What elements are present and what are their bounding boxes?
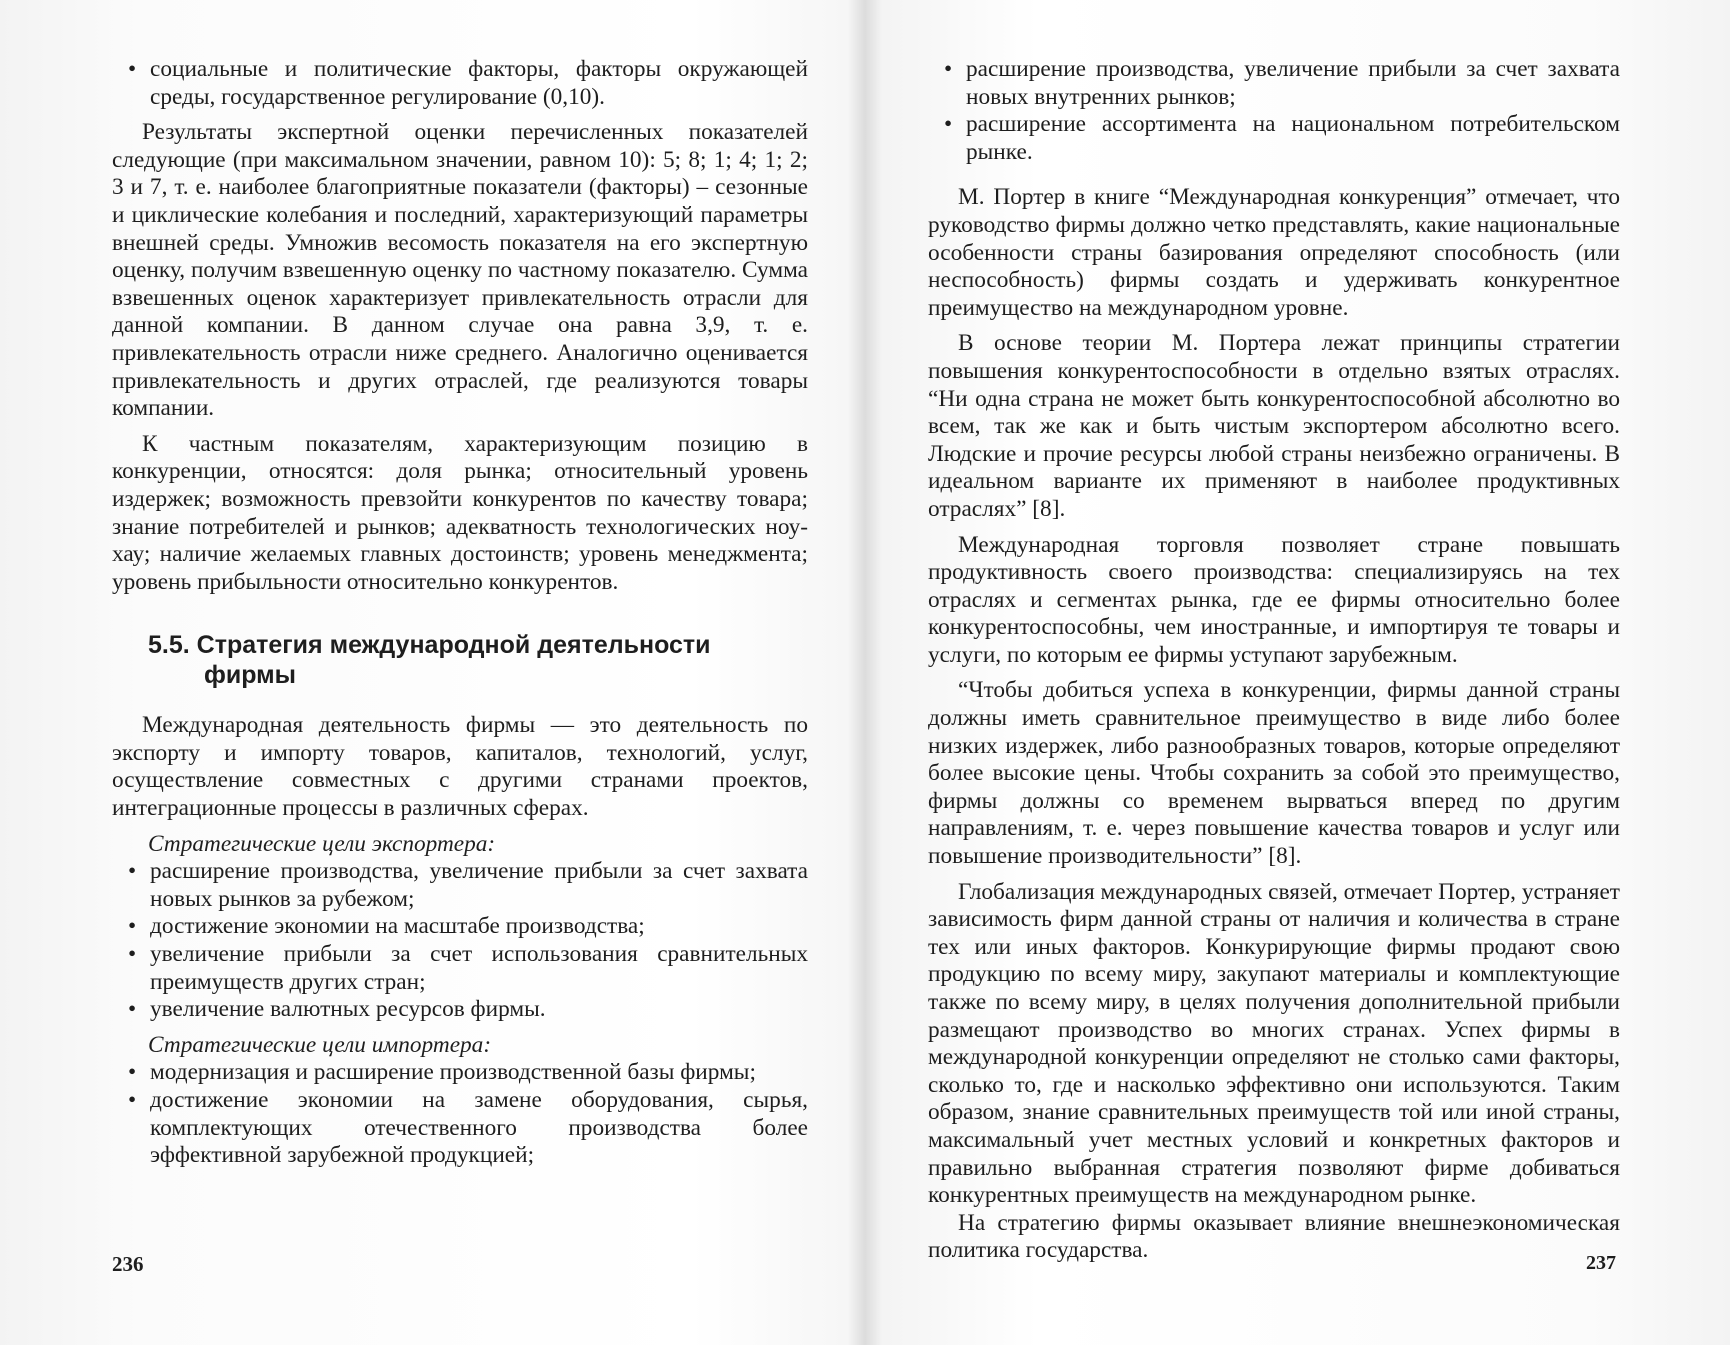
list-item-text: достижение экономии на замене оборудования, сырья, комплектующих отечественного производства более эффективной зарубежной продукцией; (150, 1087, 808, 1169)
list-item-text: расширение производства, увеличение прибыли за счет захвата новых внутренних рынков; (966, 56, 1620, 110)
list-item (112, 858, 808, 913)
paragraph: В основе теории М. Портера лежат принципы стратегии повышения конкурентоспособности в отдельно взятых отраслях. “Ни одна страна не может быть конкурентоспособной абсолютно во всем, так же как и быть чистым экспортером абсолютно всего. Людские и прочие ресурсы любой страны неизбежно ограничены. В идеальном варианте их применяют в наиболее продуктивных отраслях” [8]. (928, 330, 1620, 522)
paragraph: Глобализация международных связей, отмечает Портер, устраняет зависимость фирм данной страны от наличия и количества в стране тех или иных факторов. Конкурирующие фирмы продают свою продукцию по всему миру, закупают материалы и комплектующие также по всему миру, в целях получения дополнительной прибыли размещают производство во многих странах. Успех фирмы в международной конкуренции определяют не столько сами факторы, сколько то, где и насколько эффективно они используются. Таким образом, знание сравнительных преимуществ той или иной страны, максимальный учет местных условий и конкретных факторов и правильно выбранная стратегия позволяют фирме добиваться конкурентных преимуществ на международном рынке. (928, 878, 1620, 1209)
paragraph: Международная торговля позволяет стране повышать продуктивность своего производства: специализируясь на тех отраслях и сегментах рынка, где ее фирмы относительно более конкурентоспособны, чем иностранные, и импортируя те товары и услуги, по которым ее фирмы уступают зарубежным. (928, 531, 1620, 668)
list-item (112, 1059, 808, 1087)
page-number-left: 236 (112, 1252, 144, 1276)
right-page (928, 56, 1620, 1265)
exporter-goals-heading: Стратегические цели экспортера: (148, 830, 496, 857)
list-item-text: модернизация и расширение производственной базы фирмы; (150, 1059, 756, 1086)
bullet-icon: • (128, 56, 137, 82)
bullet-icon: • (128, 1087, 137, 1113)
list-item (112, 1087, 808, 1170)
exporter-goals-list (112, 858, 808, 1024)
left-top-bullet-list (112, 56, 808, 111)
paragraph: Результаты экспертной оценки перечисленных показателей следующие (при максимальном значении, равном 10): 5; 8; 1; 4; 1; 2; 3 и 7, т. е. наиболее благоприятные показатели (факторы) – сезонные и циклические колебания и последний, характеризующий параметры внешней среды. Умножив весомость показателя на его экспертную оценку, получим взвешенную оценку по частному показателю. Сумма взвешенных оценок характеризует привлекательность отрасли для данной компании. В данном случае она равна 3,9, т. е. привлекательность отрасли ниже среднего. Аналогично оценивается привлекательность и других отраслей, где реализуются товары компании. (112, 119, 808, 422)
list-item (112, 996, 808, 1024)
bullet-icon: • (128, 996, 137, 1023)
list-item-text: расширение производства, увеличение прибыли за счет захвата новых рынков за рубежом; (150, 858, 808, 912)
paragraph: На стратегию фирмы оказывает влияние внешнеэкономическая политика государства. (928, 1209, 1620, 1264)
list-item-text: социальные и политические факторы, факторы окружающей среды, государственное регулирование (0,10). (150, 56, 808, 110)
paragraph: М. Портер в книге “Международная конкуренция” отмечает, что руководство фирмы должно четко представлять, какие национальные особенности страны базирования определяют способность (или неспособность) фирмы создать и удерживать конкурентное преимущество на международном уровне. (928, 184, 1620, 321)
list-item-text: увеличение прибыли за счет использования сравнительных преимуществ других стран; (150, 941, 808, 995)
bullet-icon: • (128, 913, 137, 940)
paragraph: К частным показателям, характеризующим позицию в конкуренции, относятся: доля рынка; относительный уровень издержек; возможность превзойти конкурентов по качеству товара; знание потребителей и рынков; адекватность технологических ноу-хау; наличие желаемых главных достоинств; уровень менеджмента; уровень прибыльности относительно конкурентов. (112, 430, 808, 595)
list-item (928, 111, 1620, 166)
bullet-icon: • (944, 56, 953, 82)
list-item (112, 941, 808, 996)
importer-goals-list (112, 1059, 808, 1169)
list-item (112, 56, 808, 111)
bullet-icon: • (128, 941, 137, 968)
list-item (112, 913, 808, 941)
right-top-bullet-list (928, 56, 1620, 166)
bullet-icon: • (128, 858, 137, 885)
list-item-text: увеличение валютных ресурсов фирмы. (150, 996, 546, 1023)
bullet-icon: • (944, 111, 953, 138)
paragraph: “Чтобы добиться успеха в конкуренции, фирмы данной страны должны иметь сравнительное преимущество в виде либо более низких издержек, либо разнообразных товаров, которые определяют более высокие цены. Чтобы сохранить за собой это преимущество, фирмы должны со временем вырваться вперед по другим направлениям, т. е. через повышение качества товаров и услуг или повышение производительности” [8]. (928, 677, 1620, 870)
importer-goals-heading: Стратегические цели импортера: (148, 1031, 492, 1058)
list-item-text: расширение ассортимента на национальном потребительском рынке. (966, 111, 1620, 165)
section-heading: 5.5. Стратегия международной деятельности фирмы (148, 631, 711, 690)
list-item-text: достижение экономии на масштабе производства; (150, 913, 645, 940)
bullet-icon: • (128, 1059, 137, 1086)
page-number-right: 237 (1586, 1252, 1616, 1274)
left-page (112, 56, 808, 1170)
list-item (928, 56, 1620, 111)
paragraph: Международная деятельность фирмы — это деятельность по экспорту и импорту товаров, капиталов, технологий, услуг, осуществление совместных с другими странами проектов, интеграционные процессы в различных сферах. (112, 712, 808, 822)
